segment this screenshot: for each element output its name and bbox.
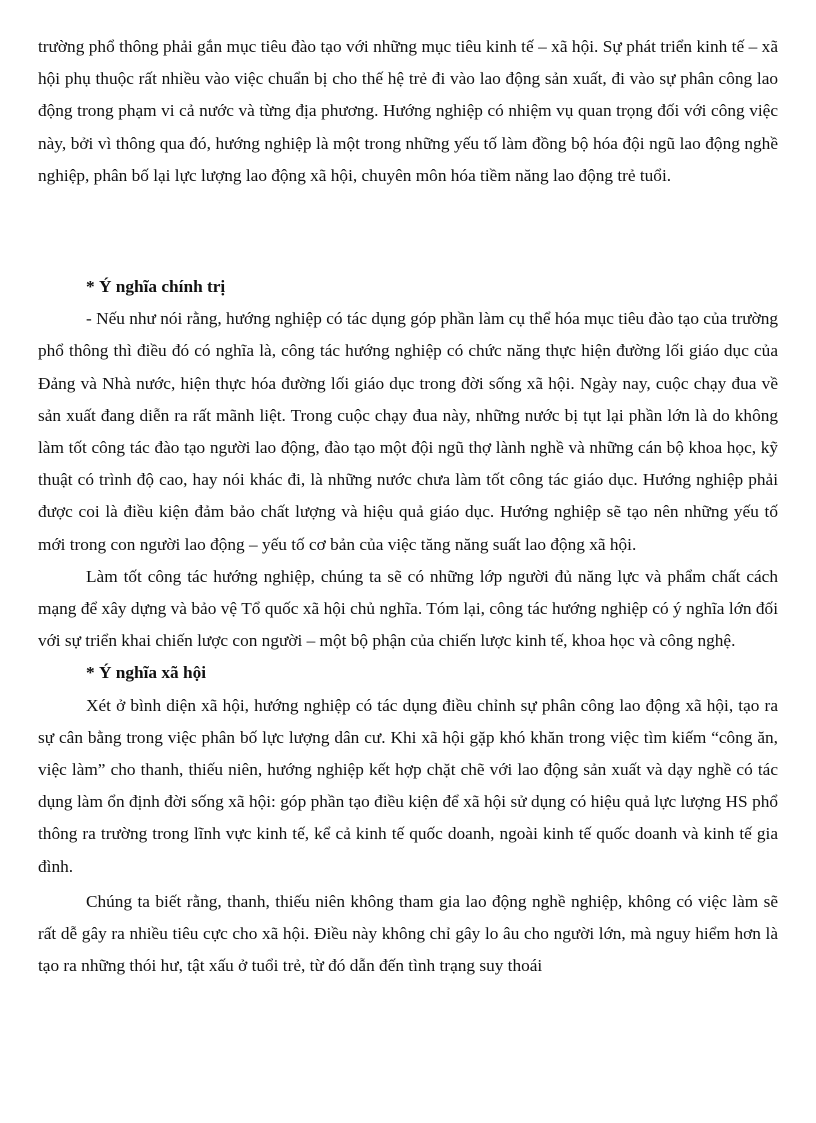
political-paragraph-2: Làm tốt công tác hướng nghiệp, chúng ta sẽ có những lớp người đủ năng lực và phẩm chất cách mạng để xây dựng và bảo vệ Tổ quốc xã hội chủ nghĩa. Tóm lại, công tác hướng nghiệp có ý nghĩa lớn đối với sự triển khai chiến lược con người – một bộ phận của chiến lược kinh tế, khoa học và công nghệ. — [38, 566, 778, 651]
document-page — [38, 31, 778, 982]
intro-paragraph: trường phổ thông phải gắn mục tiêu đào tạo với những mục tiêu kinh tế – xã hội. Sự phát triển kinh tế – xã hội phụ thuộc rất nhiều vào việc chuẩn bị cho thế hệ trẻ đi vào lao động sản xuất, đi vào sự phân công lao động trong phạm vi cả nước và từng địa phương. Hướng nghiệp có nhiệm vụ quan trọng đối với công việc này, bởi vì thông qua đó, hướng nghiệp là một trong những yếu tố làm đồng bộ hóa đội ngũ lao động nghề nghiệp, phân bố lại lực lượng lao động xã hội, chuyên môn hóa tiềm năng lao động trẻ tuổi. — [38, 37, 778, 185]
section-spacer — [38, 192, 778, 271]
social-paragraph-2: Chúng ta biết rằng, thanh, thiếu niên không tham gia lao động nghề nghiệp, không có việc làm sẽ rất dễ gây ra nhiều tiêu cực cho xã hội. Điều này không chỉ gây lo âu cho người lớn, mà nguy hiểm hơn là tạo ra những thói hư, tật xấu ở tuổi trẻ, từ đó dẫn đến tình trạng suy thoái — [38, 891, 778, 976]
political-significance-heading: * Ý nghĩa chính trị — [86, 277, 226, 297]
social-paragraph-1: Xét ở bình diện xã hội, hướng nghiệp có tác dụng điều chỉnh sự phân công lao động xã hội, tạo ra sự cân bằng trong việc phân bố lực lượng dân cư. Khi xã hội gặp khó khăn trong việc tìm kiếm “công ăn, việc làm” cho thanh, thiếu niên, hướng nghiệp kết hợp chặt chẽ với lao động sản xuất và dạy nghề có tác dụng làm ổn định đời sống xã hội: góp phần tạo điều kiện để xã hội sử dụng có hiệu quả lực lượng HS phổ thông ra trường trong lĩnh vực kinh tế, kể cả kinh tế quốc doanh, ngoài kinh tế quốc doanh và kinh tế gia đình. — [38, 695, 778, 876]
political-paragraph-1: - Nếu như nói rằng, hướng nghiệp có tác dụng góp phần làm cụ thể hóa mục tiêu đào tạo của trường phổ thông thì điều đó có nghĩa là, công tác hướng nghiệp có chức năng thực hiện đường lối giáo dục của Đảng và Nhà nước, hiện thực hóa đường lối giáo dục trong đời sống xã hội. Ngày nay, cuộc chạy đua về sản xuất đang diễn ra rất mãnh liệt. Trong cuộc chạy đua này, những nước bị tụt lại phần lớn là do không làm tốt công tác đào tạo người lao động, đào tạo một đội ngũ thợ lành nghề và những cán bộ khoa học, kỹ thuật có trình độ cao, hay nói khác đi, là những nước chưa làm tốt công tác giáo dục. Hướng nghiệp phải được coi là điều kiện đảm bảo chất lượng và hiệu quả giáo dục. Hướng nghiệp sẽ tạo nên những yếu tố mới trong con người lao động – yếu tố cơ bản của việc tăng năng suất lao động xã hội. — [38, 309, 778, 554]
social-significance-heading: * Ý nghĩa xã hội — [86, 663, 207, 683]
